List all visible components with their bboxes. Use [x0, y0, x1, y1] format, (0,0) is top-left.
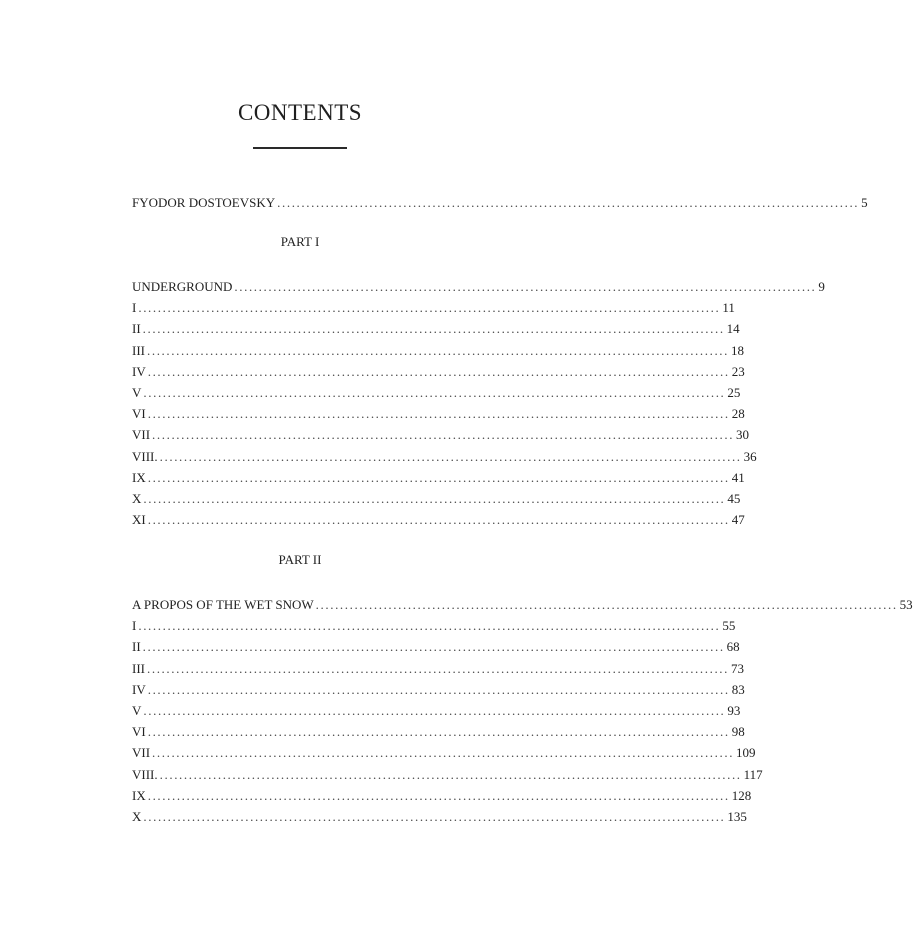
toc-entry: [132, 509, 745, 530]
toc-leader-dots: ........................................................................................................................: [143, 490, 726, 506]
toc-intro: [132, 192, 868, 213]
toc-entry-label: III: [132, 660, 145, 676]
toc-leader-dots: ........................................................................................................................: [143, 702, 726, 718]
toc-entry-page: 41: [731, 469, 745, 485]
toc-entry: [132, 382, 741, 403]
toc-entry-page: 30: [736, 427, 750, 443]
toc-leader-dots: ........................................................................................................................: [147, 406, 730, 422]
toc-entry-page: 128: [731, 787, 752, 803]
toc-entry-label: VII: [132, 427, 151, 443]
toc-leader-dots: ........................................................................................................................: [147, 342, 729, 358]
toc-entry: [132, 700, 741, 721]
toc-entry-page: 14: [726, 321, 740, 337]
toc-leader-dots: ........................................................................................................................: [234, 279, 817, 294]
toc-entry-label: A PROPOS OF THE WET SNOW: [132, 597, 314, 612]
toc-leader-dots: ........................................................................................................................: [138, 618, 721, 634]
toc-entry: [132, 192, 868, 213]
toc-entry-label: IV: [132, 363, 146, 379]
toc-entry-page: 53: [899, 597, 913, 612]
toc-entry-page: 73: [731, 660, 744, 676]
toc-entry: [132, 636, 740, 657]
toc-entry: [132, 594, 913, 615]
toc-entry-page: 98: [731, 724, 745, 740]
toc-entry-label: VI: [132, 406, 146, 422]
toc-leader-dots: ........................................................................................................................: [147, 787, 730, 803]
toc-entry-label: UNDERGROUND: [132, 279, 233, 294]
toc-entry: [132, 679, 745, 700]
toc-entry-page: 135: [727, 808, 747, 824]
toc-entry-page: 18: [731, 342, 744, 358]
toc-entry-label: VI: [132, 724, 146, 740]
toc-entry: [132, 446, 757, 467]
toc-entry-page: 36: [743, 448, 757, 464]
toc-leader-dots: ........................................................................................................................: [147, 469, 730, 485]
toc-entry-page: 47: [731, 512, 745, 528]
toc-leader-dots: ........................................................................................................................: [147, 681, 730, 697]
toc-entry-page: 11: [722, 300, 735, 316]
toc-leader-dots: ........................................................................................................................: [147, 724, 730, 740]
toc-leader-dots: ........................................................................................................................: [159, 448, 742, 464]
toc-leader-dots: ........................................................................................................................: [143, 384, 726, 400]
toc-leader-dots: ........................................................................................................................: [142, 321, 725, 337]
toc-entry: [132, 403, 745, 424]
part-heading-1: PART I: [280, 234, 320, 249]
toc-entry: [132, 340, 744, 361]
toc-entry: [132, 297, 735, 318]
toc-leader-dots: ........................................................................................................................: [147, 512, 730, 528]
toc-leader-dots: ........................................................................................................................: [315, 597, 898, 612]
toc-entry-page: 5: [861, 195, 868, 210]
toc-entry-label: II: [132, 639, 141, 655]
toc-entry-label: II: [132, 321, 141, 337]
toc-entry: [132, 615, 736, 636]
toc-leader-dots: ........................................................................................................................: [143, 808, 726, 824]
toc-leader-dots: ........................................................................................................................: [138, 300, 721, 316]
page-title: CONTENTS: [237, 100, 363, 125]
toc-entry-label: IV: [132, 681, 146, 697]
toc-entry-label: V: [132, 384, 142, 400]
toc-entry-page: 23: [731, 363, 745, 379]
toc-entry: [132, 488, 741, 509]
toc-entry-label: X: [132, 490, 142, 506]
toc-entry: [132, 742, 756, 763]
toc-entry: [132, 361, 745, 382]
toc-leader-dots: ........................................................................................................................: [147, 660, 729, 676]
toc-entry-label: FYODOR DOSTOEVSKY: [132, 195, 276, 210]
toc-entry-page: 109: [736, 745, 756, 761]
toc-entry: [132, 658, 744, 679]
toc-entry-label: I: [132, 618, 137, 634]
toc-part-2: [132, 594, 913, 827]
toc-entry-page: 25: [727, 384, 741, 400]
toc-leader-dots: ........................................................................................................................: [277, 195, 860, 210]
toc-entry-page: 117: [743, 766, 763, 782]
toc-entry: [132, 806, 747, 827]
title-underline: [253, 147, 347, 149]
toc-entry-label: VIII.: [132, 766, 158, 782]
toc-entry-label: IX: [132, 787, 146, 803]
toc-entry-page: 9: [818, 279, 825, 294]
toc-entry-page: 68: [726, 639, 740, 655]
toc-entry-page: 45: [727, 490, 741, 506]
toc-leader-dots: ........................................................................................................................: [147, 363, 730, 379]
toc-leader-dots: ........................................................................................................................: [159, 766, 742, 782]
toc-entry: [132, 785, 752, 806]
toc-entry-page: 55: [722, 618, 736, 634]
toc-entry: [132, 764, 763, 785]
toc-entry: [132, 424, 750, 445]
toc-entry-label: VII: [132, 745, 151, 761]
toc-entry-label: I: [132, 300, 137, 316]
toc-entry-page: 83: [731, 681, 745, 697]
toc-entry-label: V: [132, 702, 142, 718]
part-heading-2: PART II: [278, 552, 322, 567]
toc-leader-dots: ........................................................................................................................: [152, 427, 735, 443]
toc-entry-label: III: [132, 342, 145, 358]
toc-entry-label: IX: [132, 469, 146, 485]
toc-entry-label: XI: [132, 512, 146, 528]
toc-entry: [132, 276, 825, 297]
toc-entry: [132, 467, 745, 488]
toc-leader-dots: ........................................................................................................................: [152, 745, 735, 761]
toc-entry-label: X: [132, 808, 142, 824]
toc-entry: [132, 318, 740, 339]
toc-leader-dots: ........................................................................................................................: [142, 639, 725, 655]
toc-entry-page: 28: [731, 406, 745, 422]
toc-part-1: [132, 276, 825, 530]
toc-entry-label: VIII.: [132, 448, 158, 464]
toc-entry-page: 93: [727, 702, 741, 718]
toc-entry: [132, 721, 745, 742]
